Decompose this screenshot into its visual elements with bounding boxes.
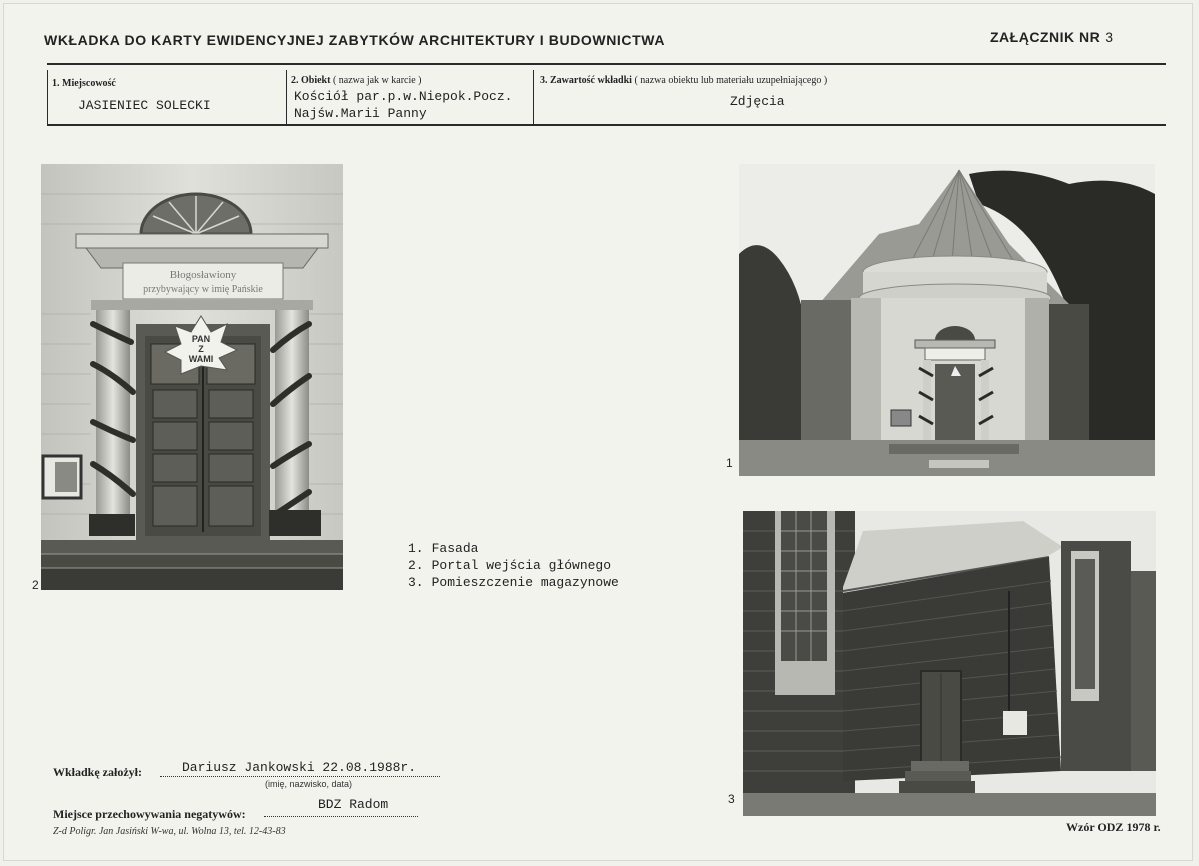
printer-imprint: Z-d Poligr. Jan Jasiński W-wa, ul. Wolna 13, tel. 12-43-83 (53, 826, 286, 837)
object-label (291, 75, 422, 86)
created-by-hint: (imię, nazwisko, data) (265, 779, 353, 789)
star-text-1: PAN (191, 334, 211, 344)
form-model: Wzór ODZ 1978 r. (1066, 820, 1161, 834)
storage-value: BDZ Radom (318, 797, 389, 812)
photo-portal (41, 164, 343, 590)
attachment-number: 3 (1105, 29, 1114, 45)
photo-number-3: 3 (728, 792, 735, 806)
sign-line2: przybywający w imię Pańskie (143, 284, 263, 295)
object-value-line1: Kościół par.p.w.Niepok.Pocz. (294, 89, 513, 104)
caption-item: 3. Pomieszczenie magazynowe (408, 575, 619, 590)
caption-item: 2. Portal wejścia głównego (408, 558, 612, 573)
sign-line1: Błogosławiony (169, 269, 237, 281)
contents-label (540, 75, 827, 86)
facade-photo-image (739, 164, 1155, 476)
storage-dotted-line (264, 816, 418, 817)
photo-facade (739, 164, 1155, 476)
column-divider-1 (286, 70, 287, 125)
location-label: 1. Miejscowość (52, 78, 116, 89)
storage-label: Miejsce przechowywania negatywów: (53, 807, 246, 821)
attachment-label-text: ZAŁĄCZNIK NR (990, 29, 1101, 45)
object-label-text: 2. Obiekt (291, 75, 331, 86)
column-divider-2 (533, 70, 534, 125)
object-label-note: ( nazwa jak w karcie ) (332, 75, 422, 86)
portal-photo-image (41, 164, 343, 590)
photo-number-1: 1 (726, 456, 733, 470)
created-by-value: Dariusz Jankowski 22.08.1988r. (160, 759, 440, 777)
storage-photo-image (743, 511, 1156, 816)
contents-label-text: 3. Zawartość wkładki (540, 75, 632, 86)
table-bottom-rule (47, 124, 1166, 126)
column-divider-left (47, 70, 48, 125)
caption-item: 1. Fasada (408, 541, 479, 556)
star-text-3: WAMI (188, 354, 214, 364)
caption-list (408, 540, 619, 591)
star-text-2: Z (198, 344, 204, 354)
table-top-rule (47, 63, 1166, 65)
object-value-line2: Najśw.Marii Panny (294, 106, 427, 121)
created-by-label: Wkładkę założył: (53, 765, 142, 779)
contents-value: Zdjęcia (730, 94, 785, 109)
contents-label-note: ( nazwa obiektu lub materiału uzupełniającego ) (634, 75, 828, 86)
attachment-label (990, 29, 1114, 45)
photo-storage-room (743, 511, 1156, 816)
form-title: WKŁADKA DO KARTY EWIDENCYJNEJ ZABYTKÓW ARCHITEKTURY I BUDOWNICTWA (44, 32, 666, 48)
photo-number-2: 2 (32, 578, 39, 592)
location-value: JASIENIEC SOLECKI (78, 98, 211, 113)
